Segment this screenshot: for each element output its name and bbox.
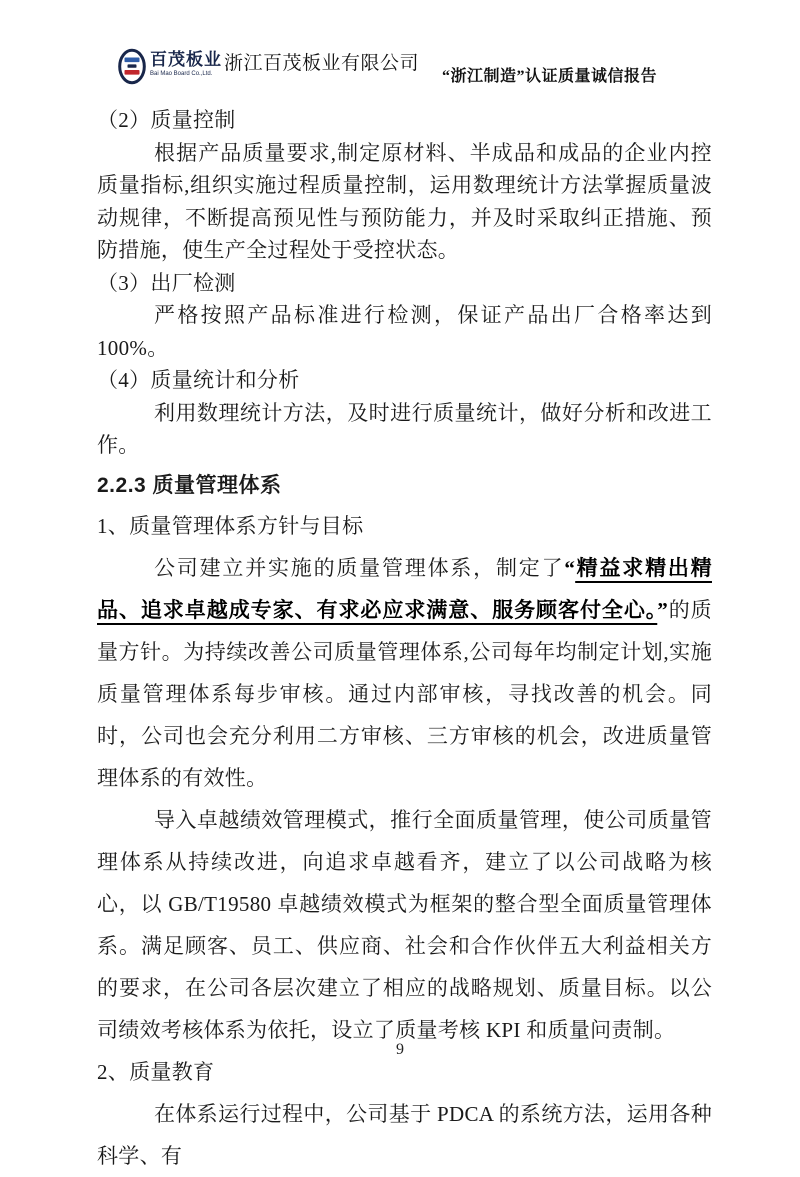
subhead-factory-inspection: （3）出厂检测: [97, 270, 236, 295]
subhead-policy-goals: 1、质量管理体系方针与目标: [97, 513, 364, 538]
policy-text-before: 公司建立并实施的质量管理体系，制定了: [154, 555, 565, 580]
company-name: 浙江百茂板业有限公司: [224, 53, 420, 74]
company-logo: [118, 48, 419, 90]
policy-open-quote: “: [564, 555, 576, 580]
page-footer: [0, 1041, 800, 1059]
brand-name-en: Bai Mao Board Co.,Ltd.: [150, 71, 213, 77]
para-performance-excellence: 导入卓越绩效管理模式，推行全面质量管理，使公司质量管理体系从持续改进，向追求卓越看齐，建立了以公司战略为核心，以 GB/T19580 卓越绩效模式为框架的整合型全面质量管理体系。满足顾客、员工、供应商、社会和合作伙伴五大利益相关方的要求，在公司各层次建立了相应的战略规划、质量目标。以公司绩效考核体系为依托，设立了质量考核 KPI 和质量问责制。: [97, 807, 712, 1042]
page-header: [118, 48, 657, 90]
brand-text-block: [150, 48, 222, 77]
para-quality-control: 根据产品质量要求,制定原材料、半成品和成品的企业内控质量指标,组织实施过程质量控制，运用数理统计方法掌握质量波动规律，不断提高预见性与预防能力，并及时采取纠正措施、预防措施，使生产全过程处于受控状态。: [97, 140, 712, 262]
policy-statement: 精益求精出精品、追求卓越成专家、有求必应求满意、服务顾客付全心。: [97, 555, 712, 622]
para-quality-policy: [97, 547, 712, 799]
para-quality-statistics: 利用数理统计方法，及时进行质量统计，做好分析和改进工作。: [97, 400, 712, 457]
para-quality-education: 在体系运行过程中，公司基于 PDCA 的系统方法，运用各种科学、有: [97, 1101, 712, 1168]
page-number: 9: [396, 1041, 404, 1058]
policy-close-quote: ”: [657, 597, 669, 622]
report-title: “浙江制造”认证质量诚信报告: [441, 68, 657, 85]
para-factory-inspection: 严格按照产品标准进行检测，保证产品出厂合格率达到 100%。: [97, 303, 712, 360]
subhead-quality-control: （2）质量控制: [97, 108, 236, 132]
document-content: [97, 104, 712, 1177]
subhead-quality-statistics: （4）质量统计和分析: [97, 368, 300, 392]
baimao-logo-icon: [118, 48, 146, 90]
policy-text-after: 的质量方针。为持续改善公司质量管理体系,公司每年均制定计划,实施质量管理体系每步审核。通过内部审核，寻找改善的机会。同时，公司也会充分利用二方审核、三方审核的机会，改进质量管理体系的有效性。: [97, 597, 712, 790]
subhead-quality-education: 2、质量教育: [97, 1059, 215, 1084]
section-heading-quality-system: 2.2.3 质量管理体系: [97, 473, 282, 497]
brand-name-cn: 百茂板业: [150, 50, 222, 69]
